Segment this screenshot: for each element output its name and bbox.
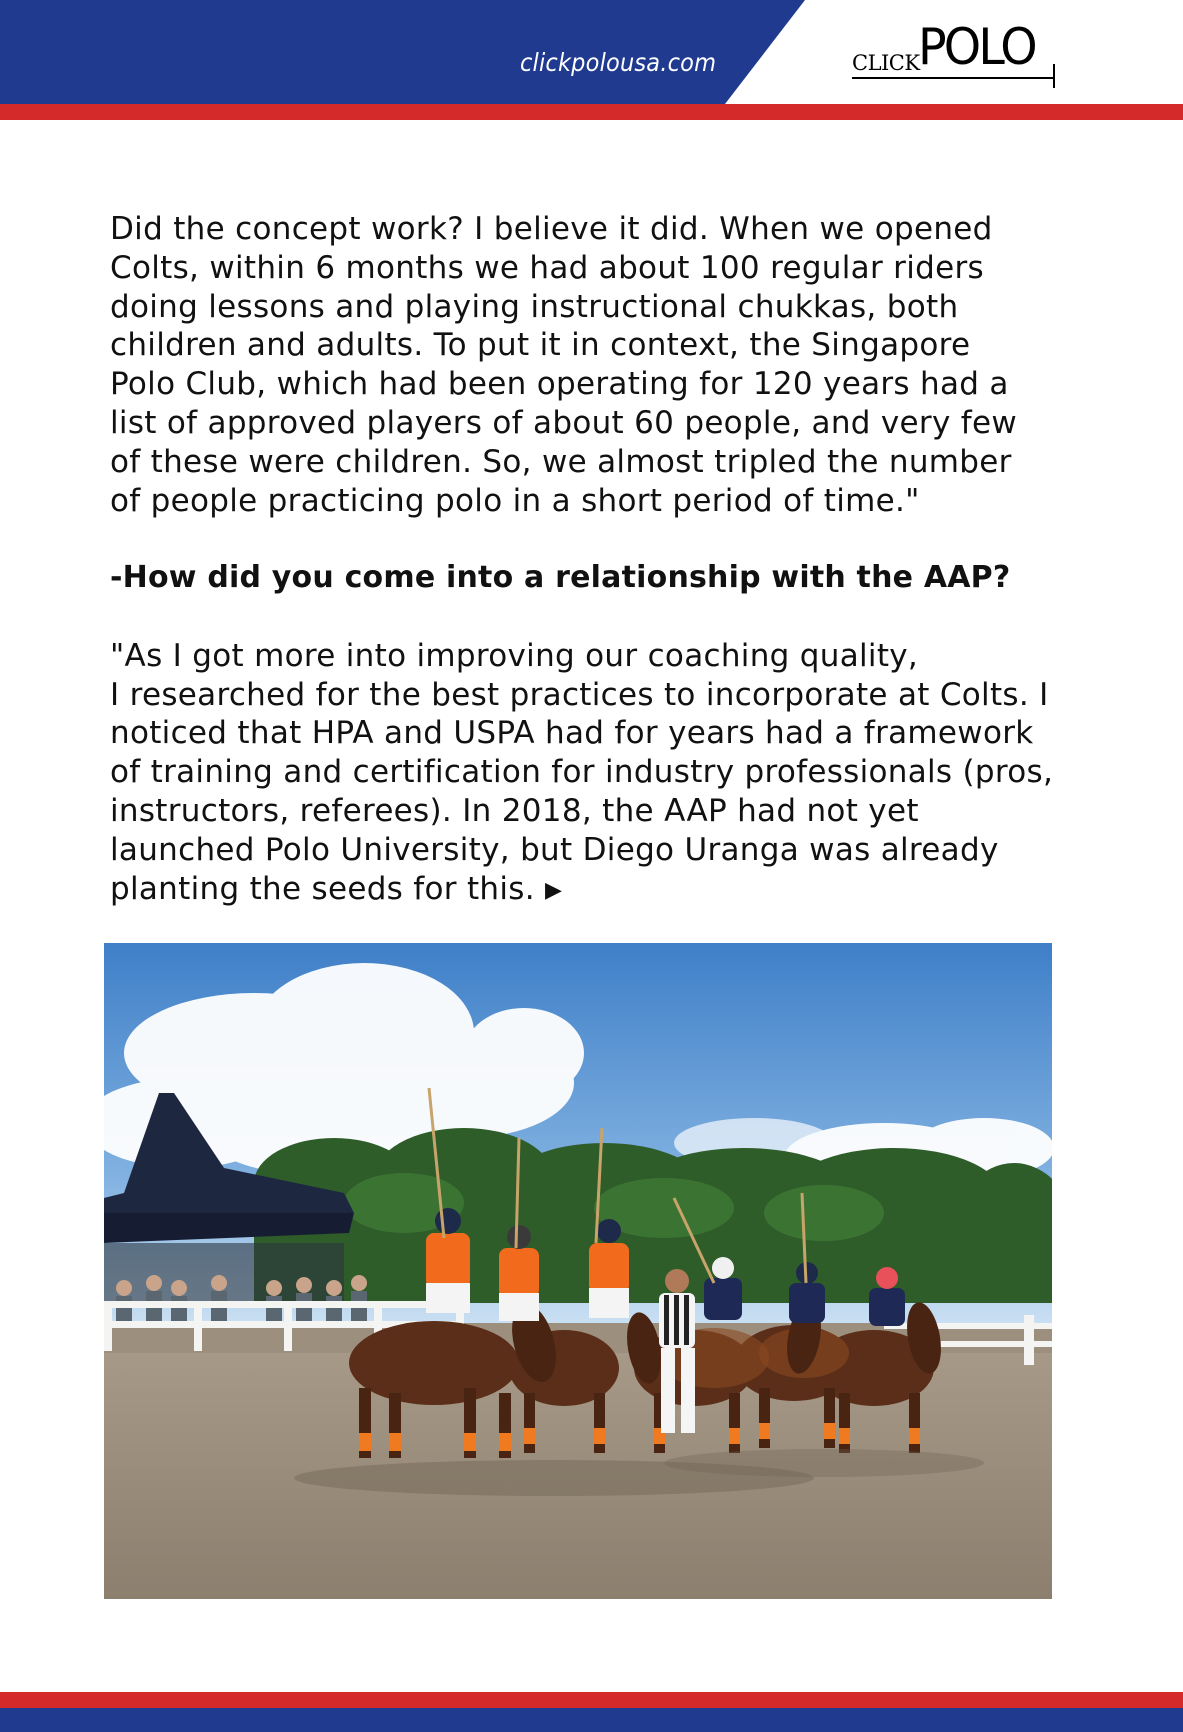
text-line: of training and certification for industry professionals (pros, [110,754,1054,791]
text-line: doing lessons and playing instructional chukkas, both [110,288,959,325]
logo-click-text: CLICK [852,51,920,75]
text-line: Polo Club, which had been operating for 120 years had a [110,366,1009,403]
interview-question: -How did you come into a relationship with the AAP? [110,560,1011,596]
paragraph-aap [110,637,1070,911]
text-line-last-content: planting the seeds for this. [110,870,535,907]
footer-blue-band [0,1708,1183,1732]
article-body [110,210,1070,910]
continue-arrow-icon: ▶ [545,877,563,903]
logo-tick [1053,64,1055,88]
text-line: "As I got more into improving our coaching quality, [110,637,919,674]
logo-underline [852,77,1055,79]
text-line: Did the concept work? I believe it did. When we opened [110,211,993,247]
paragraph-concept [110,210,1070,520]
text-line: of people practicing polo in a short period of time." [110,482,920,519]
footer-red-stripe [0,1692,1183,1708]
text-line: launched Polo University, but Diego Uranga was already [110,831,999,868]
logo-polo-text: POLO [918,18,1035,76]
text-line: of these were children. So, we almost tripled the number [110,443,1012,480]
text-line: Colts, within 6 months we had about 100 regular riders [110,249,984,286]
text-line: list of approved players of about 60 people, and very few [110,404,1018,441]
text-line: I researched for the best practices to incorporate at Colts. I [110,676,1049,713]
site-url[interactable]: clickpolousa.com [520,48,717,77]
polo-team-photo [104,943,1052,1599]
text-line: instructors, referees). In 2018, the AAP had not yet [110,792,919,829]
clickpolo-logo[interactable] [850,18,1060,94]
header-red-stripe [0,104,1183,120]
text-line: children and adults. To put it in context, the Singapore [110,327,971,364]
text-line-last [110,870,1070,911]
text-line: noticed that HPA and USPA had for years had a framework [110,715,1034,752]
